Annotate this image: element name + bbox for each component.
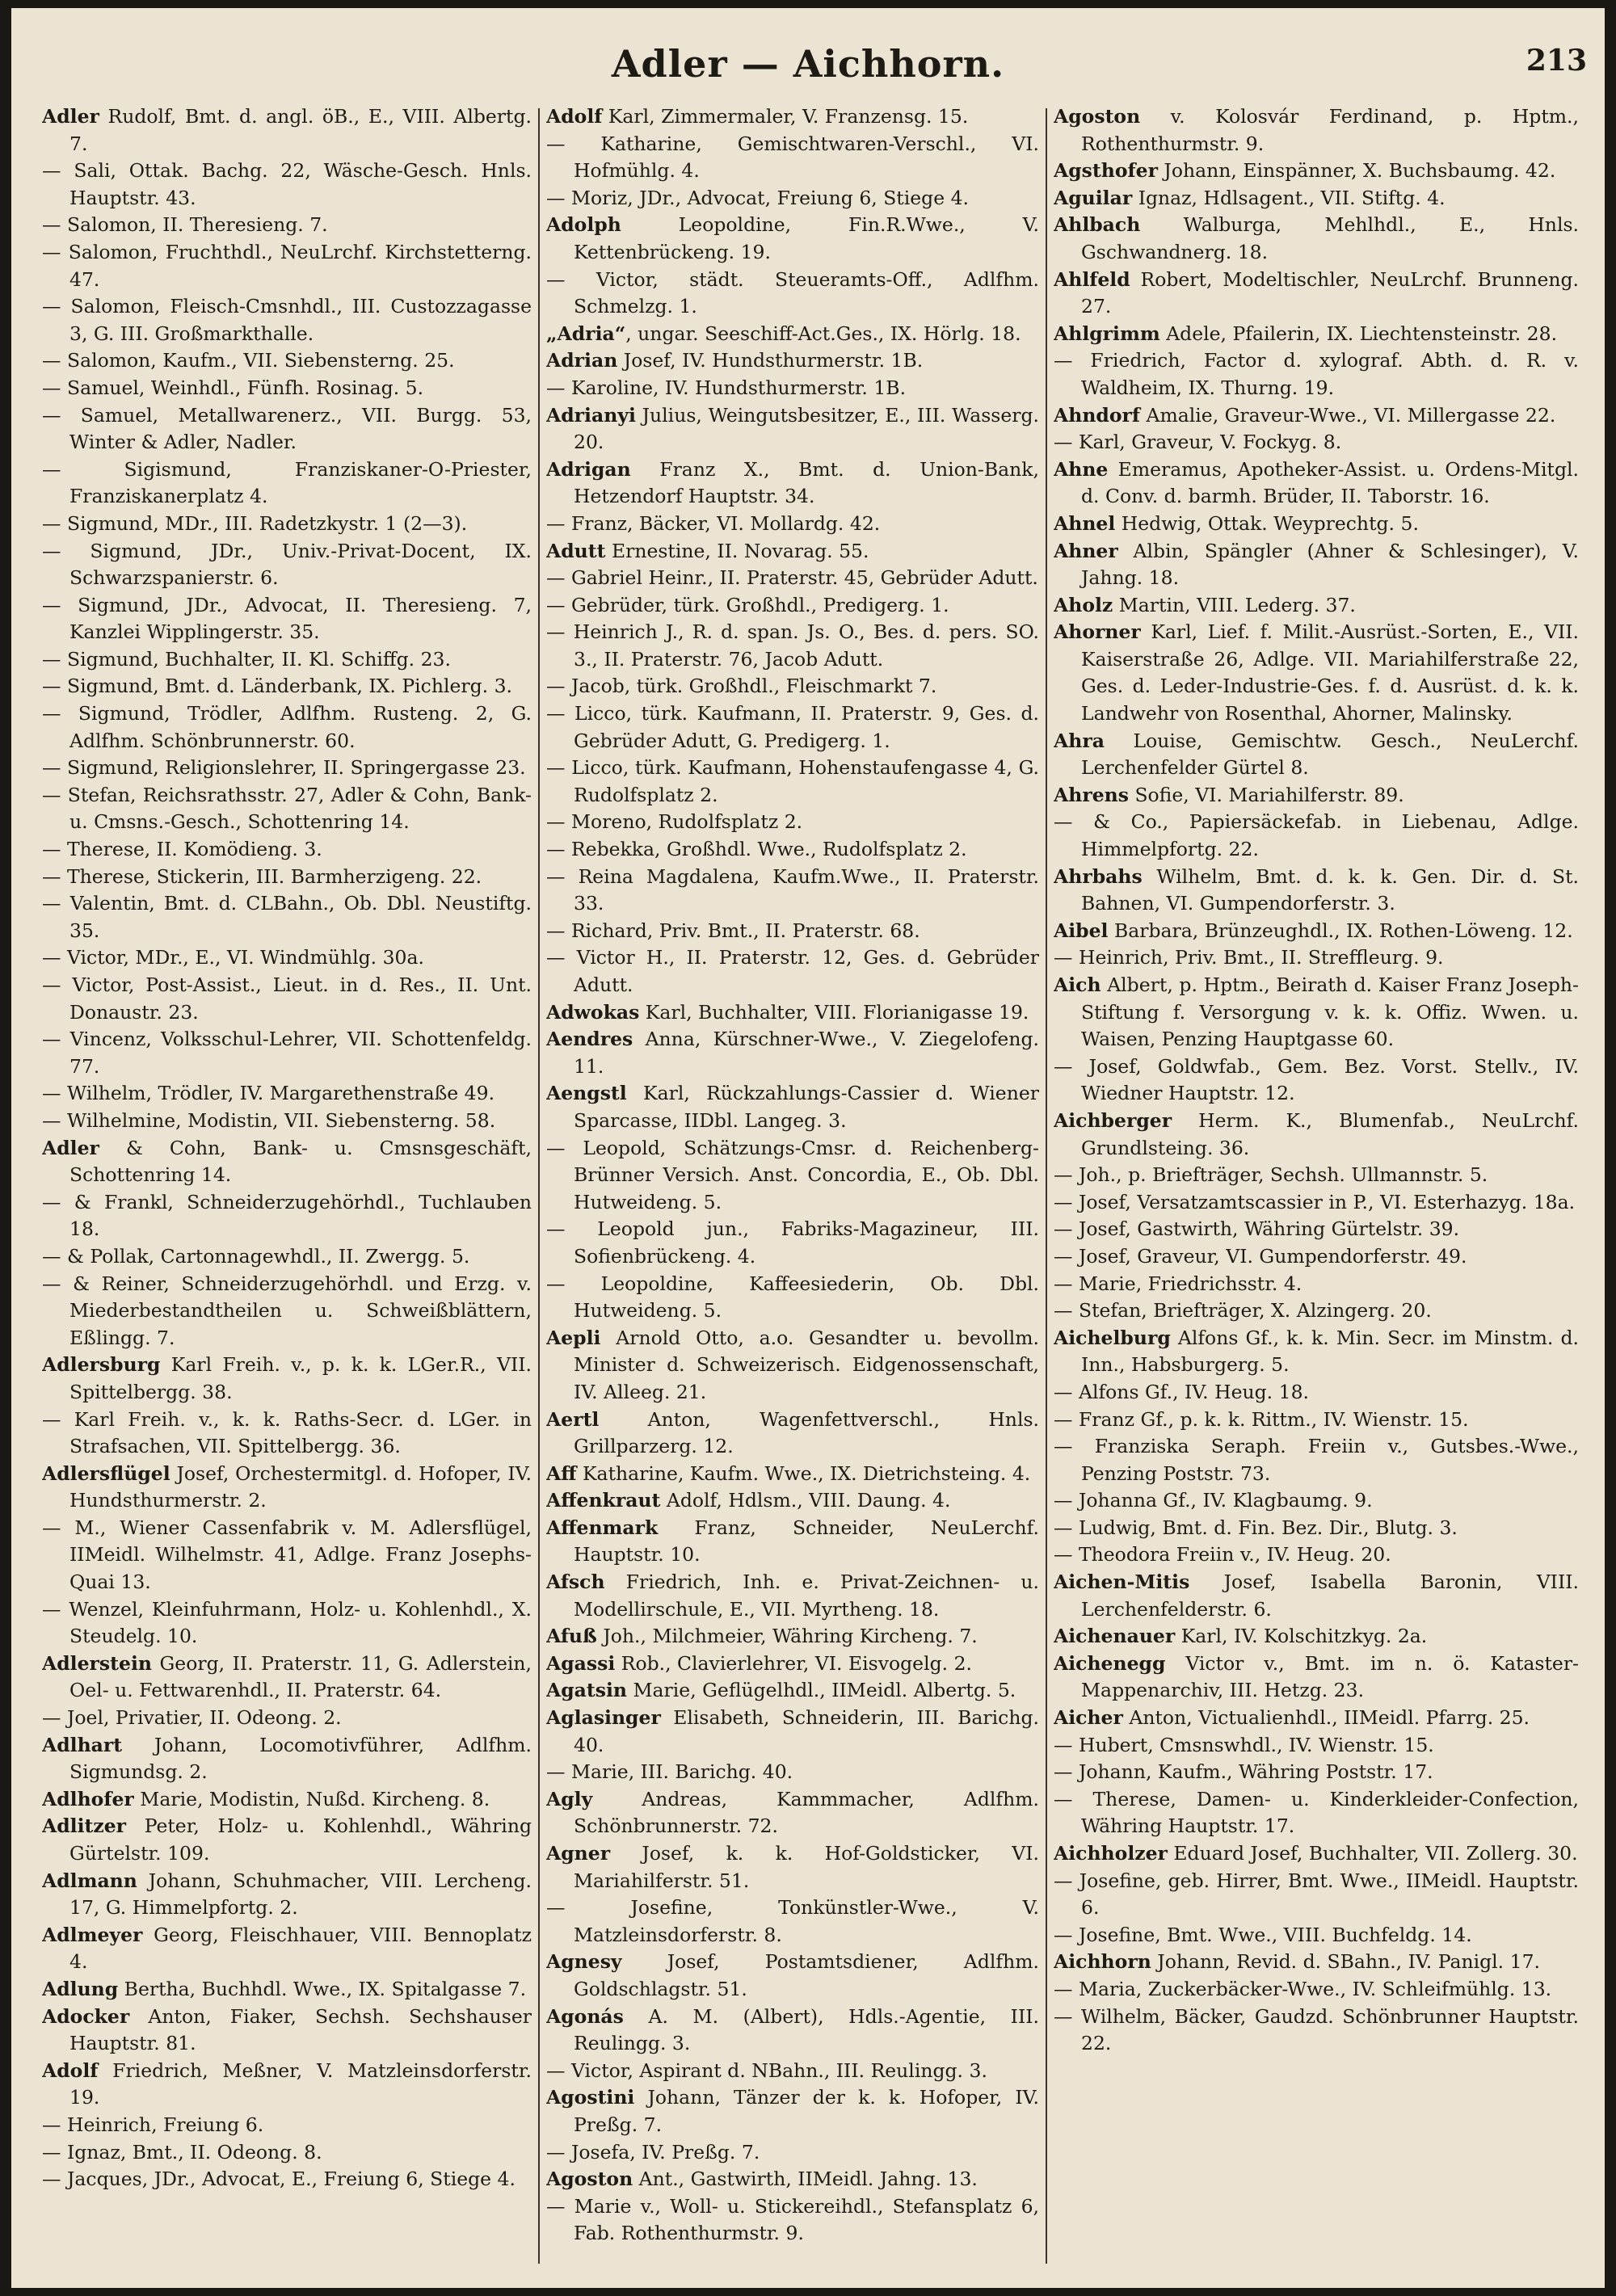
directory-entry: Adrigan Franz X., Bmt. d. Union-Bank, Hetzendorf Hauptstr. 34. <box>546 457 1039 508</box>
directory-entry: — Wilhelmine, Modistin, VII. Siebensterng. 58. <box>42 1108 496 1132</box>
directory-entry: Aff Katharine, Kaufm. Wwe., IX. Dietrichsteing. 4. <box>546 1461 1031 1485</box>
directory-entry: — Reina Magdalena, Kaufm.Wwe., II. Praterstr. 33. <box>546 864 1039 915</box>
directory-entry: Ahne Emeramus, Apotheker-Assist. u. Ordens-Mitgl. d. Conv. d. barmh. Brüder, II. Taborstr. 16. <box>1054 457 1579 508</box>
directory-entry: — Salomon, Fruchthdl., NeuLrchf. Kirchstetterng. 47. <box>42 240 532 291</box>
directory-entry: Aichelburg Alfons Gf., k. k. Min. Secr. im Minstm. d. Inn., Habsburgerg. 5. <box>1054 1326 1579 1377</box>
directory-entry: — Maria, Zuckerbäcker-Wwe., IV. Schleifmühlg. 13. <box>1054 1977 1552 2000</box>
directory-entry: — Sigmund, Trödler, Adlfhm. Rusteng. 2, G. Adlfhm. Schönbrunnerstr. 60. <box>42 702 532 752</box>
directory-entry: — Sigmund, JDr., Advocat, II. Theresieng. 7, Kanzlei Wipplingerstr. 35. <box>42 593 532 644</box>
directory-entry: — Heinrich, Freiung 6. <box>42 2113 264 2136</box>
directory-entry: — Josefine, geb. Hirrer, Bmt. Wwe., IIMeidl. Hauptstr. 6. <box>1054 1869 1579 1920</box>
directory-entry: Aglasinger Elisabeth, Schneiderin, III. Barichg. 40. <box>546 1706 1039 1756</box>
directory-entry: — Moriz, JDr., Advocat, Freiung 6, Stiege 4. <box>546 186 970 209</box>
directory-entry: Adler & Cohn, Bank- u. Cmsnsgeschäft, Schottenring 14. <box>42 1136 532 1187</box>
directory-entry: Adlhart Johann, Locomotivführer, Adlfhm. Sigmundsg. 2. <box>42 1733 532 1784</box>
directory-entry: — Salomon, Fleisch-Cmsnhdl., III. Custozzagasse 3, G. III. Großmarkthalle. <box>42 295 532 345</box>
column-divider <box>538 108 540 2264</box>
directory-entry: Aertl Anton, Wagenfettverschl., Hnls. Grillparzerg. 12. <box>546 1407 1039 1458</box>
directory-entry: — Leopold, Schätzungs-Cmsr. d. Reichenberg-Brünner Versich. Anst. Concordia, E., Ob. Dbl. Hutweideng. 5. <box>546 1136 1039 1213</box>
directory-entry: Ahlbach Walburga, Mehlhdl., E., Hnls. Gschwandnerg. 18. <box>1054 213 1579 263</box>
directory-entry: — Josef, Goldwfab., Gem. Bez. Vorst. Stellv., IV. Wiedner Hauptstr. 12. <box>1054 1054 1579 1105</box>
directory-entry: — Victor H., II. Praterstr. 12, Ges. d. Gebrüder Adutt. <box>546 946 1039 996</box>
directory-entry: — & Frankl, Schneiderzugehörhdl., Tuchlauben 18. <box>42 1190 532 1241</box>
page-header <box>11 8 1605 97</box>
directory-entry: — Samuel, Metallwarenerz., VII. Burgg. 53, Winter & Adler, Nadler. <box>42 403 532 454</box>
directory-entry: Aichholzer Eduard Josef, Buchhalter, VII. Zollerg. 30. <box>1054 1842 1578 1865</box>
directory-entry: — Wilhelm, Trödler, IV. Margarethenstraße 49. <box>42 1082 495 1105</box>
column-right <box>1054 103 1579 2272</box>
directory-entry: — Heinrich J., R. d. span. Js. O., Bes. d. pers. SO. 3., II. Praterstr. 76, Jacob Adutt. <box>546 620 1039 671</box>
directory-entry: — Alfons Gf., IV. Heug. 18. <box>1054 1380 1309 1403</box>
directory-entry: Agoston Ant., Gastwirth, IIMeidl. Jahng. 13. <box>546 2168 978 2191</box>
directory-entry: — Sigmund, Bmt. d. Länderbank, IX. Pichlerg. 3. <box>42 675 513 698</box>
directory-entry: — Marie, III. Barichg. 40. <box>546 1760 793 1784</box>
directory-entry: Ahrbahs Wilhelm, Bmt. d. k. k. Gen. Dir. d. St. Bahnen, VI. Gumpendorferstr. 3. <box>1054 864 1579 915</box>
directory-entry: — Therese, Damen- u. Kinderkleider-Confection, Währing Hauptstr. 17. <box>1054 1787 1579 1838</box>
directory-entry: Adlersburg Karl Freih. v., p. k. k. LGer.R., VII. Spittelbergg. 38. <box>42 1353 532 1403</box>
directory-entry: — Salomon, Kaufm., VII. Siebensterng. 25. <box>42 349 455 372</box>
directory-entry: — Sigmund, JDr., Univ.-Privat-Docent, IX. Schwarzspanierstr. 6. <box>42 539 532 590</box>
directory-entry: — Karl, Graveur, V. Fockyg. 8. <box>1054 431 1342 454</box>
directory-entry: — & Pollak, Cartonnagewhdl., II. Zwergg. 5. <box>42 1244 470 1268</box>
directory-entry: — Stefan, Briefträger, X. Alzingerg. 20. <box>1054 1299 1432 1323</box>
directory-entry: — Vincenz, Volksschul-Lehrer, VII. Schottenfeldg. 77. <box>42 1028 532 1078</box>
directory-entry: — Gabriel Heinr., II. Praterstr. 45, Gebrüder Adutt. <box>546 566 1038 590</box>
directory-entry: — Rebekka, Großhdl. Wwe., Rudolfsplatz 2. <box>546 838 967 861</box>
directory-entry: Aichhorn Johann, Revid. d. SBahn., IV. Panigl. 17. <box>1054 1950 1540 1974</box>
directory-entry: Aich Albert, p. Hptm., Beirath d. Kaiser Franz Joseph-Stiftung f. Versorgung v. k. k. Offiz. Wwen. u. Waisen, Penzing Hauptgasse 60. <box>1054 973 1579 1051</box>
directory-entry: Adutt Ernestine, II. Novarag. 55. <box>546 539 869 562</box>
running-head: Adler — Aichhorn. <box>611 42 1005 86</box>
column-divider <box>1046 108 1047 2264</box>
directory-entry: — Friedrich, Factor d. xylograf. Abth. d. R. v. Waldheim, IX. Thurng. 19. <box>1054 349 1579 399</box>
directory-entry: Aibel Barbara, Brünzeughdl., IX. Rothen-Löweng. 12. <box>1054 919 1573 942</box>
directory-entry: Adocker Anton, Fiaker, Sechsh. Sechshauser Hauptstr. 81. <box>42 2004 532 2055</box>
directory-entry: „Adria“, ungar. Seeschiff-Act.Ges., IX. Hörlg. 18. <box>546 322 1021 345</box>
directory-entry: Affenmark Franz, Schneider, NeuLerchf. Hauptstr. 10. <box>546 1516 1039 1566</box>
directory-entry: — Franz Gf., p. k. k. Rittm., IV. Wienstr. 15. <box>1054 1407 1469 1431</box>
page-number: 213 <box>1526 44 1587 78</box>
column-middle <box>546 103 1039 2272</box>
directory-entry: Aichenegg Victor v., Bmt. im n. ö. Kataster-Mappenarchiv, III. Hetzg. 23. <box>1054 1651 1579 1702</box>
directory-entry: — Marie, Friedrichsstr. 4. <box>1054 1272 1302 1295</box>
directory-entry: — Therese, Stickerin, III. Barmherzigeng. 22. <box>42 864 482 888</box>
directory-entry: — Victor, Post-Assist., Lieut. in d. Res., II. Unt. Donaustr. 23. <box>42 973 532 1024</box>
directory-entry: — Samuel, Weinhdl., Fünfh. Rosinag. 5. <box>42 376 424 399</box>
directory-entry: Adolf Friedrich, Meßner, V. Matzleinsdorferstr. 19. <box>42 2058 532 2109</box>
directory-entry: — Victor, MDr., E., VI. Windmühlg. 30a. <box>42 946 424 969</box>
directory-entry: — Marie v., Woll- u. Stickereihdl., Stefansplatz 6, Fab. Rothenthurmstr. 9. <box>546 2194 1039 2245</box>
directory-entry: Adlitzer Peter, Holz- u. Kohlenhdl., Währing Gürtelstr. 109. <box>42 1815 532 1865</box>
directory-entry: Adlmann Johann, Schuhmacher, VIII. Lercheng. 17, G. Himmelpfortg. 2. <box>42 1869 532 1920</box>
directory-entry: Afsch Friedrich, Inh. e. Privat-Zeichnen- u. Modellirschule, E., VII. Myrtheng. 18. <box>546 1571 1039 1621</box>
directory-entry: Adrian Josef, IV. Hundsthurmerstr. 1B. <box>546 349 924 372</box>
directory-entry: Agly Andreas, Kammmacher, Adlfhm. Schönbrunnerstr. 72. <box>546 1787 1039 1838</box>
directory-entry: — Sigmund, Religionslehrer, II. Springergasse 23. <box>42 756 526 780</box>
directory-entry: Aichberger Herm. K., Blumenfab., NeuLrchf. Grundlsteing. 36. <box>1054 1108 1579 1159</box>
directory-entry: Agner Josef, k. k. Hof-Goldsticker, VI. Mariahilferstr. 51. <box>546 1842 1039 1892</box>
directory-entry: — Therese, II. Komödieng. 3. <box>42 838 322 861</box>
directory-entry: Adrianyi Julius, Weingutsbesitzer, E., III. Wasserg. 20. <box>546 403 1039 454</box>
directory-entry: — Karl Freih. v., k. k. Raths-Secr. d. LGer. in Strafsachen, VII. Spittelbergg. 36. <box>42 1407 532 1458</box>
directory-entry: Aholz Martin, VIII. Lederg. 37. <box>1054 593 1356 616</box>
directory-entry: — Franz, Bäcker, VI. Mollardg. 42. <box>546 511 881 535</box>
directory-entry: Adlersflügel Josef, Orchestermitgl. d. Hofoper, IV. Hundsthurmerstr. 2. <box>42 1461 532 1512</box>
directory-entry: — Gebrüder, türk. Großhdl., Predigerg. 1. <box>546 593 949 616</box>
directory-entry: — Josefine, Bmt. Wwe., VIII. Buchfeldg. 14. <box>1054 1923 1472 1946</box>
directory-entry: Agoston v. Kolosvár Ferdinand, p. Hptm., Rothenthurmstr. 9. <box>1054 105 1579 155</box>
directory-entry: Aendres Anna, Kürschner-Wwe., V. Ziegelofeng. 11. <box>546 1028 1039 1078</box>
directory-entry: — Johanna Gf., IV. Klagbaumg. 9. <box>1054 1489 1373 1512</box>
directory-entry: Adolph Leopoldine, Fin.R.Wwe., V. Kettenbrückeng. 19. <box>546 213 1039 263</box>
directory-entry: Adlhofer Marie, Modistin, Nußd. Kircheng. 8. <box>42 1787 490 1810</box>
directory-entry: — Leopoldine, Kaffeesiederin, Ob. Dbl. Hutweideng. 5. <box>546 1272 1039 1323</box>
directory-entry: Adlung Bertha, Buchhdl. Wwe., IX. Spitalgasse 7. <box>42 1977 527 2000</box>
directory-entry: Adlerstein Georg, II. Praterstr. 11, G. Adlerstein, Oel- u. Fettwarenhdl., II. Praterstr. 64. <box>42 1651 532 1702</box>
directory-entry: — Sali, Ottak. Bachg. 22, Wäsche-Gesch. Hnls. Hauptstr. 43. <box>42 159 532 209</box>
directory-entry: — Joh., p. Briefträger, Sechsh. Ullmannstr. 5. <box>1054 1163 1488 1187</box>
directory-entry: — Theodora Freiin v., IV. Heug. 20. <box>1054 1543 1391 1566</box>
directory-entry: — Ludwig, Bmt. d. Fin. Bez. Dir., Blutg. 3. <box>1054 1516 1458 1539</box>
directory-entry: — Katharine, Gemischtwaren-Verschl., VI. Hofmühlg. 4. <box>546 132 1039 183</box>
directory-entry: Agsthofer Johann, Einspänner, X. Buchsbaumg. 42. <box>1054 159 1556 183</box>
directory-entry: Affenkraut Adolf, Hdlsm., VIII. Daung. 4. <box>546 1489 951 1512</box>
column-left <box>42 103 532 2272</box>
directory-entry: Agonás A. M. (Albert), Hdls.-Agentie, III. Reulingg. 3. <box>546 2004 1039 2055</box>
directory-entry: — Victor, städt. Steueramts-Off., Adlfhm. Schmelzg. 1. <box>546 267 1039 318</box>
directory-entry: Aepli Arnold Otto, a.o. Gesandter u. bevollm. Minister d. Schweizerisch. Eidgenossenschaft, IV. Alleeg. 21. <box>546 1326 1039 1403</box>
directory-entry: Ahra Louise, Gemischtw. Gesch., NeuLerchf. Lerchenfelder Gürtel 8. <box>1054 729 1579 780</box>
directory-entry: Aichen-Mitis Josef, Isabella Baronin, VIII. Lerchenfelderstr. 6. <box>1054 1571 1579 1621</box>
directory-entry: — Franziska Seraph. Freiin v., Gutsbes.-Wwe., Penzing Poststr. 73. <box>1054 1435 1579 1485</box>
directory-entry: — & Co., Papiersäckefab. in Liebenau, Adlge. Himmelpfortg. 22. <box>1054 810 1579 861</box>
directory-entry: Ahner Albin, Spängler (Ahner & Schlesinger), V. Jahng. 18. <box>1054 539 1579 590</box>
directory-entry: — Licco, türk. Kaufmann, Hohenstaufengasse 4, G. Rudolfsplatz 2. <box>546 756 1039 806</box>
directory-entry: Ahnel Hedwig, Ottak. Weyprechtg. 5. <box>1054 511 1419 535</box>
directory-entry: Adlmeyer Georg, Fleischhauer, VIII. Bennoplatz 4. <box>42 1923 532 1974</box>
directory-entry: — Wilhelm, Bäcker, Gaudzd. Schönbrunner Hauptstr. 22. <box>1054 2004 1579 2055</box>
directory-entry: Afuß Joh., Milchmeier, Währing Kircheng. 7. <box>546 1625 978 1648</box>
directory-entry: Agostini Johann, Tänzer der k. k. Hofoper, IV. Preßg. 7. <box>546 2086 1039 2136</box>
directory-entry: Adler Rudolf, Bmt. d. angl. öB., E., VIII. Albertg. 7. <box>42 105 532 155</box>
directory-entry: — Richard, Priv. Bmt., II. Praterstr. 68. <box>546 919 920 942</box>
directory-entry: — Ignaz, Bmt., II. Odeong. 8. <box>42 2140 322 2164</box>
directory-entry: Aicher Anton, Victualienhdl., IIMeidl. Pfarrg. 25. <box>1054 1706 1530 1730</box>
directory-entry: Ahlgrimm Adele, Pfailerin, IX. Liechtensteinstr. 28. <box>1054 322 1558 345</box>
directory-entry: Adwokas Karl, Buchhalter, VIII. Florianigasse 19. <box>546 1000 1029 1024</box>
directory-entry: — Leopold jun., Fabriks-Magazineur, III. Sofienbrückeng. 4. <box>546 1217 1039 1268</box>
directory-entry: — & Reiner, Schneiderzugehörhdl. und Erzg. v. Miederbestandtheilen u. Schweißblättern, Eßlingg. 7. <box>42 1272 532 1349</box>
directory-page <box>11 8 1605 2288</box>
directory-entry: — Josef, Versatzamtscassier in P., VI. Esterhazyg. 18a. <box>1054 1190 1576 1213</box>
directory-entry: — Moreno, Rudolfsplatz 2. <box>546 810 803 834</box>
directory-entry: — Joel, Privatier, II. Odeong. 2. <box>42 1706 342 1730</box>
directory-entry: Aengstl Karl, Rückzahlungs-Cassier d. Wiener Sparcasse, IIDbl. Langeg. 3. <box>546 1082 1039 1132</box>
directory-entry: Ahrens Sofie, VI. Mariahilferstr. 89. <box>1054 783 1404 806</box>
directory-entry: Aichenauer Karl, IV. Kolschitzkyg. 2a. <box>1054 1625 1428 1648</box>
directory-entry: — Sigismund, Franziskaner-O-Priester, Franziskanerplatz 4. <box>42 457 532 508</box>
directory-entry: Aguilar Ignaz, Hdlsagent., VII. Stiftg. 4. <box>1054 186 1446 209</box>
directory-entry: — Salomon, II. Theresieng. 7. <box>42 213 328 237</box>
directory-entry: — Sigmund, Buchhalter, II. Kl. Schiffg. 23. <box>42 647 451 671</box>
directory-entry: — Valentin, Bmt. d. CLBahn., Ob. Dbl. Neustiftg. 35. <box>42 892 532 942</box>
directory-entry: Agassi Rob., Clavierlehrer, VI. Eisvogelg. 2. <box>546 1651 972 1675</box>
directory-entry: — Jacob, türk. Großhdl., Fleischmarkt 7. <box>546 675 937 698</box>
directory-entry: — Josef, Gastwirth, Währing Gürtelstr. 39. <box>1054 1217 1460 1241</box>
directory-entry: Adolf Karl, Zimmermaler, V. Franzensg. 15. <box>546 105 969 128</box>
directory-entry: Ahorner Karl, Lief. f. Milit.-Ausrüst.-Sorten, E., VII. Kaiserstraße 26, Adlge. VII. Mariahilferstraße 22, Ges. d. Leder-Industrie-Ges. f. d. Ausrüst. d. k. k. Landwehr von Rosenthal, Ahorner, Malinsky. <box>1054 620 1579 725</box>
directory-entry: — Josefine, Tonkünstler-Wwe., V. Matzleinsdorferstr. 8. <box>546 1896 1039 1946</box>
directory-entry: — Johann, Kaufm., Währing Poststr. 17. <box>1054 1760 1433 1784</box>
directory-entry: — Stefan, Reichsrathsstr. 27, Adler & Cohn, Bank- u. Cmsns.-Gesch., Schottenring 14. <box>42 783 532 834</box>
directory-entry: — Josef, Graveur, VI. Gumpendorferstr. 49. <box>1054 1244 1467 1268</box>
directory-entry: — Hubert, Cmsnswhdl., IV. Wienstr. 15. <box>1054 1733 1434 1756</box>
directory-entry: — Jacques, JDr., Advocat, E., Freiung 6, Stiege 4. <box>42 2168 516 2191</box>
directory-entry: — Karoline, IV. Hundsthurmerstr. 1B. <box>546 376 907 399</box>
directory-entry: Agnesy Josef, Postamtsdiener, Adlfhm. Goldschlagstr. 51. <box>546 1950 1039 2000</box>
directory-entry: — Licco, türk. Kaufmann, II. Praterstr. 9, Ges. d. Gebrüder Adutt, G. Predigerg. 1. <box>546 702 1039 752</box>
directory-entry: — Josefa, IV. Preßg. 7. <box>546 2140 760 2164</box>
directory-entry: Ahlfeld Robert, Modeltischler, NeuLrchf. Brunneng. 27. <box>1054 267 1579 318</box>
directory-entry: — Wenzel, Kleinfuhrmann, Holz- u. Kohlenhdl., X. Steudelg. 10. <box>42 1597 532 1648</box>
directory-entry: — Sigmund, MDr., III. Radetzkystr. 1 (2—3). <box>42 511 468 535</box>
directory-entry: Agatsin Marie, Geflügelhdl., IIMeidl. Albertg. 5. <box>546 1679 1016 1702</box>
directory-entry: — Victor, Aspirant d. NBahn., III. Reulingg. 3. <box>546 2058 987 2082</box>
directory-entry: — M., Wiener Cassenfabrik v. M. Adlersflügel, IIMeidl. Wilhelmstr. 41, Adlge. Franz Josephs-Quai 13. <box>42 1516 532 1594</box>
directory-entry: — Heinrich, Priv. Bmt., II. Streffleurg. 9. <box>1054 946 1444 969</box>
directory-entry: Ahndorf Amalie, Graveur-Wwe., VI. Millergasse 22. <box>1054 403 1556 427</box>
